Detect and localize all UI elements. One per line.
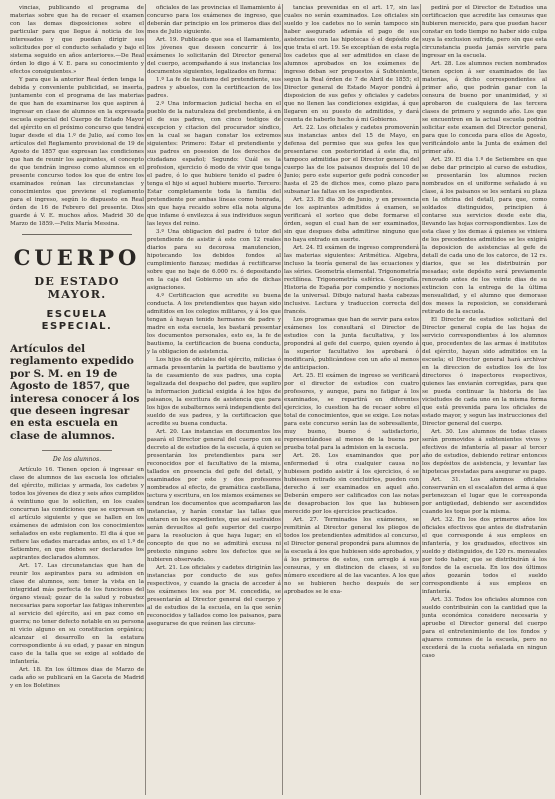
- paragraph: Art. 18. En los últimos dias de Marzo de cada año se publicará en la Gaceta de Madrid y en los Boletines: [10, 667, 144, 690]
- divider: [22, 234, 132, 235]
- paragraph: Art. 26. Los examinandos que por enfermedad ú otra cualquier causa no hubiesen podido asistir á los ejercicios, ó se hubiesen retirado sin concluirlos, pueden con derecho á ser examinados en aquel año. Deberán empero ser calificados con las notas de desaprobacion los que las hubiesen merecido por los ejercicios practicados.: [284, 453, 419, 515]
- paragraph: vincias, publicando el programa de materias sobre que ha de recaer el examen con las demas disposiciones sobre el particular para que llegue á noticia de los interesados y que puedan dirigir sus solicitudes por el conducto señalado y bajo el sistema seguido en años anteriores.—De Real órden lo digo á V. E. para su conocimiento y efectos consiguientes.»: [10, 5, 144, 75]
- paragraph: Art. 30. Los alumnos de todas clases serán promovidos á subtenientes vivos y efectivos de infantería al pasar al tercer año de estudios, debiendo retirar entonces los depósitos de asistencia, y levantar las hipotecas prestadas para asegurar su pago.: [422, 429, 547, 475]
- paragraph: Art. 33. Todos los oficiales alumnos con sueldo contribuirán con la cantidad que la junta económica considere necesaria y apruebe el Director general del cuerpo para el entretenimiento de los fondos y ajuares comunes de la escuela, pero no excederá de la cuota señalada en ningun caso: [422, 597, 547, 659]
- paragraph: Art. 32. En los dos primeros años los oficiales efectivos que antes de disfrutarán el que corresponde á sus empleos en infantería, y los graduados, efectivos sin sueldo y distinguidos, de 120 rs. mensuales por todo haber, que se distribuirán á los fondos de la escuela. En los dos últimos años gozarán todos el sueldo correspondiente á sus empleos en infantería.: [422, 517, 547, 595]
- paragraph: oficiales de las provincias el llamamiento á concurso para los exámenes de ingreso, que deberán dar principio en los primeros dias del mes de Julio siguiente.: [147, 5, 281, 35]
- paragraph: El Director de estudios solicitará del Director general copia de las hojas de servicio correspondientes á los alumnos que, procedentes de las armas é institutos del ejército, hayan sido admitidos en la escuela; el Director general hará archivar en la direccion de estudios los de los directores ó inspectores respectivos, quienes las enviarán corregidas, para que se pueda continuar la historia de las vicisitudes de cada uno en la misma forma que está prevenida para los oficiales de estado mayor, y segun las instrucciones del Director general del cuerpo.: [422, 317, 547, 427]
- paragraph: Art. 24. El exámen de ingreso comprenderá las materias siguientes: Aritmética. Algebra, incluso la teoría general de las ecuaciones y las séries. Geometría elemental. Trigonometría rectilínea. Trigonometría esférica. Geografía. Historia de España por compendio y nociones de la universal. Dibujo natural hasta cabezas inclusive. Lectura y traduccion correcta del francés.: [284, 245, 419, 315]
- section-heading: De los alumnos.: [52, 456, 102, 464]
- heading-escuela-especial: ESCUELA ESPECIAL.: [41, 309, 113, 332]
- paragraph: 2.º Una informacion judicial hecha en el pueblo de la naturaleza del pretendiente, á en el de sus padres, con cinco testigos de excepcion y citacion del procurador síndico, en la cual se hagan constar los extremos siguientes: Primero: Estar el pretendiente y sus padres en posesion de los derechos de ciudadano español; Segundo: Cuál es la profesion, ejercicio ó modo de vivir que tenga el padre, ó lo que hubiere tenido el padre ó tenga el hijo si aquel hubiere muerto. Tercero: Estar completamente toda la familia del pretendiente por ambas líneas como honrada, sin que haya recaido sobre ella nota alguna que infame ó envilezca á sus individuos segun las leyes del reino.: [147, 101, 281, 227]
- columns-container: [10, 4, 547, 795]
- paragraph: 4.º Certificacion que acredite su buena conducta. A los pretendientes que hayan sido admitidos en los colegios militares, y á los que tengan á hayan tenido hermanos de padre y madre en esta escuela, les bastará presentar los documentos personales, esto es, la fe de bautismo, la certificacion de buena conducta, y la obligacion de asistencia.: [147, 293, 281, 355]
- paragraph: Los hijos de oficiales del ejército, milicias ó armada presentarán la partida de bautismo y la de casamiento de sus padres, una copia legalizada del despacho del padre, que supliro la informacion judicial exigida á los hijos de paisanos, la escritura de asistencia que para los hijos de subalternos será independiente del sueldo de sus padres, y la certificacion que acredite su buena conducta.: [147, 357, 281, 427]
- paragraph: Art. 17. Las circunstancias que han de reunir los aspirantes para su admision en clase de alumnos, son: tener la vista en la integridad más perfecta de los funciones del órgano visual; gozar de la salud y robustez necesarias para soportar las fatigas inherentes al servicio del ejército, así en paz como en guerra; no tener defecto notable en su persona ni vicio alguno en su constitucion orgánica; alcanzar el desarrollo en la estatura correspondiente á su edad, y pasar en ningun caso de la talla que se exige al soldado de infantería.: [10, 563, 144, 666]
- column-4: [422, 4, 547, 795]
- column-divider: [145, 4, 146, 795]
- column-3: [284, 4, 419, 795]
- paragraph: 3.º Una obligacion del padre ó tutor del pretendiente de asistir á este con 12 reales diarios para su decorosa manutencion, hipotecando los debidos fondos al cumplimiento fianzas; medidas á rectificarse sobre que no baje de 6.000 rs. ó depositando en la caja del Gobierno un año de dichas asignaciones.: [147, 229, 281, 291]
- column-divider: [420, 4, 421, 795]
- paragraph: Artículo 16. Tienen opcion á ingresar en clase de alumnos de las escuela los oficiales del ejército, milicias y armada, los cadetes y todos los jóvenes de diez y seis años cumplidos á veintiuno que lo soliciten, en los cuales concurran las condiciones que se expresan en el artículo siguiente y que se hallen en los exámenes de admision con los conocimientos señalados en este reglamento. El dia á que se refiere las edades marcadas antes, es el 1.º de Setiembre, en que deben ser declarados los aspirantes declarados alumnos.: [10, 467, 144, 562]
- heading-estado-mayor: DE ESTADO MAYOR.: [34, 274, 120, 301]
- document-title: Artículos del reglamento expedido por S. M. en 19 de Agosto de 1857, que interesa conocer á los que deseen ingresar en esta escuela en clase de alumnos.: [10, 343, 140, 442]
- column-divider: [282, 4, 283, 795]
- column-1: [10, 4, 144, 795]
- paragraph: Art. 27. Terminados los exámenes, se remitirán al Director general los pliegos de todos los pretendientes admitidos al concurso, el Director general propondrá para alumnos de la escuela á los que hubiesen sido aprobados, y á los primeros de estos, con arreglo á sus censuras, y en distincion de clases, si su número excediere al de las vacantes. A los que no se hubieren hecho después de ser aprobados se le exa-: [284, 517, 419, 595]
- paragraph: Y para que la anterior Real órden tenga la debida y conveniente publicidad, se inserta, juntamente con el programa de las materias de que han de examinarse los que aspiren á ingresar en clase de alumnos en la expresada escuela especial del Cuerpo de Estado Mayor del ejército en el próximo concurso que tendrá lugar desde el dia 1.º de Julio, así como los artículos del Reglamento provisional de 19 de Agosto de 1857 que expresan las condiciones que han de reunir los aspirantes, el concepto de que tendrán ingreso como alumnos en el presente concurso todos los que de entre los examinados reúnan las circunstancias y conocimientos que previene el reglamento para el ingreso, según lo dispuesto en Real órden de 16 de Febrero del presente. Dios guarde á V. E. muchos años. Madrid 30 de Marzo de 1859.—Felix María Messina.: [10, 77, 144, 227]
- paragraph: Art. 23. El dia 30 de Junio, y en presencia de los aspirantes admitidos á examen, se verificará el sorteo que debe formarse el órden, segun el cual han de ser examinados, sin que despues deba admitirse ninguno que no haya entrado en suerte.: [284, 197, 419, 243]
- paragraph: 1.º La fe de bautismo del pretendiente, sus padres y abuelos, con la certificacion de los padres.: [147, 77, 281, 99]
- paragraph: Art. 25. El exámen de ingreso se verificará por el director de estudios con cuatro profesores, y aunque, para no fatigar á los examinados, se repartirá en diferentes ejercicios, lo cuestion ha de recaer sobre el total de conocimientos, que se exige. Los notas para este concurso serán las de sobresaliente, muy bueno, bueno ó satisfactorio, representándose al menos de la buena por prueba total para la admision en la escuela.: [284, 373, 419, 451]
- paragraph: Art. 28. Los alumnos recien nombrados tienen opcion á ser examinados de las materias, á dicho correspondientes al primer año, que podrán ganar con la censura de bueno por unanimidad, y si aprobaron de cualquiera de las tercera clases de primero y segundo año. Los que se encuentren en la actual escuela podrán solicitar este examen del Director general, para que lo conceda para ellos de Agosto, verificándolo ante la Junta de exámen del primer año.: [422, 61, 547, 155]
- paragraph: Art. 20. Las instancias en documentos los pasará el Director general del cuerpo con su decreto al de estudios de la escuela, á quien se presentarán los pretendientes para ser reconocidos por el facultativo de la misma, tallados en presencia del gefe del detall, y examinados por este y dos profesores nombrados al efecto, de gramática castellana, lectura y escritura, en los mismos exámenes se tendran los documentos que acompañaron las instancias, y harán constar las tallas que entaren en los expedientes, que así sustraidos serán devueltos al gefe superior del cuerpo para la resolucion á que haya lugar; en el concepto de que no se admitirá excusa ni pretexto ninguno sobre los defectos que se hubieren observado.: [147, 429, 281, 563]
- divider: [42, 450, 112, 451]
- paragraph: Art. 29. El dia 1.º de Setiembre en que se debe dar principio al curso de estudios, se presentarán los alumnos recien nombrados en el uniforme señalado á su clase, á los paisanos se les sentará su plaza en la oficina del detall, para que, como soldados distinguidos, principien á contarse sus servicios desde este dia, llevando las hojas correspondientes. Los de esta clase y los demas á quienes se viniera de los precedentes admitidos se les exigirá la deposicion de asistencias al gefe de detall de cada uno de los catorce, de 12 rs. diarios, que se les distribuirán por mesadas; este depósito será previamente renovado antes de los veinte dias de su extincion con la entrega de la última mensualidad, y el alumno que demorase dos meses la reposicion, se considerará retirado de la escuela.: [422, 157, 547, 315]
- paragraph: pedirá por el Director de Estudios una certificacion que acredite las censuras que hubieren merecido, para que puedan hacer constar en todo tiempo no haber sido culpa suya la exclusion sufrida, pero sin que esta circunstancia pueda jamás servirle para ingresar en la escuela.: [422, 5, 547, 59]
- paragraph: Los programas que han de servir para estos exámenes los consultará el Director de estudios con la junta facultativa, y los propondrá al gefe del cuerpo, quien oyendo á la superior facultativo los aprobará ó modificará, publicándose con un año al menos de anticipacion.: [284, 317, 419, 371]
- column-2: [147, 4, 281, 795]
- paragraph: Art. 31. Los alumnos oficiales conservarán en el escalafon del arma á que pertenezcan el lugar que le corresponda por antigüedad, debiendo ser ascendidos cuando les toque por la misma.: [422, 477, 547, 515]
- heading-cuerpo: CUERPO: [13, 245, 141, 270]
- paragraph: Art. 19. Publicado que sea el llamamiento, los jóvenes que deseen concurrir á los exámenes lo solicitarán del Director general del cuerpo, acompañando á sus instancias los documentos siguientes, legalizados en forma:: [147, 37, 281, 75]
- paragraph: tancias prevenidas en el art. 17, sin las cuales no serán examinados. Los oficiales sin sueldo y los cadetes no lo serán tampoco sin haber asegurado además el pago de sus asistencias con las hipotecas ó el depósito de que trata el art. 19. Se exceptúan de esta regla los cadetes que al ser admitidos en clase de alumnos aprobados en los exámenes de ingreso deban ser propuestos á Subteniente, segun la Real órden de 7 de Abril de 1855; el Director general de Estado Mayor pondrá á disposicion de sus gefes y oficiales y cadetes que no llenen las condiciones exigidas, á que llegaren en su puesto de admitidos, y dará cuenta de haberlo hecho á mi Gobierno.: [284, 5, 419, 123]
- paragraph: Art. 21. Los oficiales y cadetes dirigirán las instancias por conducto de sus gefes respectivos, y cuando la gracia de acceder á los exámenes les sea por M. concedida, se presentarán al Director general del cuerpo y al de estudios de la escuela, en la que serán reconocidos y tallados como los paisanos, para asegurarse de que reúnen las circuns-: [147, 565, 281, 627]
- paragraph: Art. 22. Los oficiales y cadetes promoverán sus instancias antes del 15 de Mayo, en defensa del permiso que sus gefes les que presentarse con posterioridad á este dia, ni tampoco admitidas por el Director general del cuerpo las de los paisanos después del 10 de Junio; pero este superior gefe podrá conceder hasta el 25 de dichos mes, como plazo para subsanar las faltas en los expedientes.: [284, 125, 419, 195]
